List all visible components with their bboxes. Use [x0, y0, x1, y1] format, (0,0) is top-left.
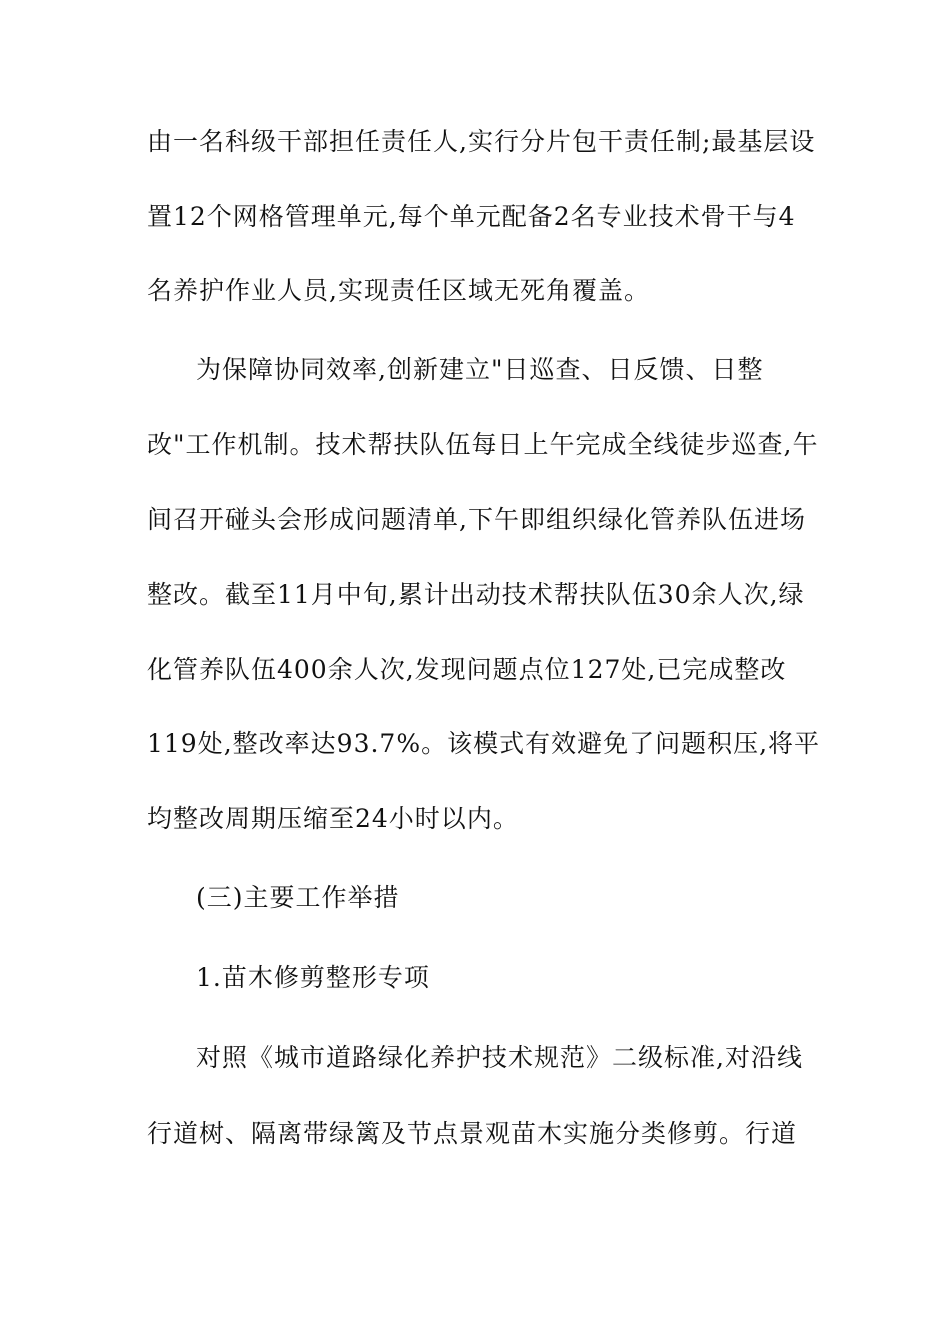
section-heading: (三)主要工作举措: [196, 883, 400, 912]
paragraph-line-2: 置12个网格管理单元,每个单元配备2名专业技术骨干与4: [147, 202, 796, 231]
paragraph-line-6: 间召开碰头会形成问题清单,下午即组织绿化管养队伍进场: [147, 505, 806, 534]
paragraph-line-9: 119处,整改率达93.7%。该模式有效避免了问题积压,将平: [147, 729, 821, 758]
paragraph-line-3: 名养护作业人员,实现责任区域无死角覆盖。: [147, 276, 650, 305]
paragraph-line-10: 均整改周期压缩至24小时以内。: [147, 804, 519, 833]
subsection-heading: 1.苗木修剪整形专项: [196, 963, 430, 992]
paragraph-line-8: 化管养队伍400余人次,发现问题点位127处,已完成整改: [147, 655, 787, 684]
paragraph-line-14: 行道树、隔离带绿篱及节点景观苗木实施分类修剪。行道: [147, 1119, 798, 1148]
paragraph-line-5: 改"工作机制。技术帮扶队伍每日上午完成全线徒步巡查,午: [147, 430, 819, 459]
paragraph-line-7: 整改。截至11月中旬,累计出动技术帮扶队伍30余人次,绿: [147, 580, 805, 609]
paragraph-line-4: 为保障协同效率,创新建立"日巡查、日反馈、日整: [196, 355, 764, 384]
paragraph-line-1: 由一名科级干部担任责任人,实行分片包干责任制;最基层设: [147, 127, 816, 156]
paragraph-line-13: 对照《城市道路绿化养护技术规范》二级标准,对沿线: [196, 1043, 803, 1072]
